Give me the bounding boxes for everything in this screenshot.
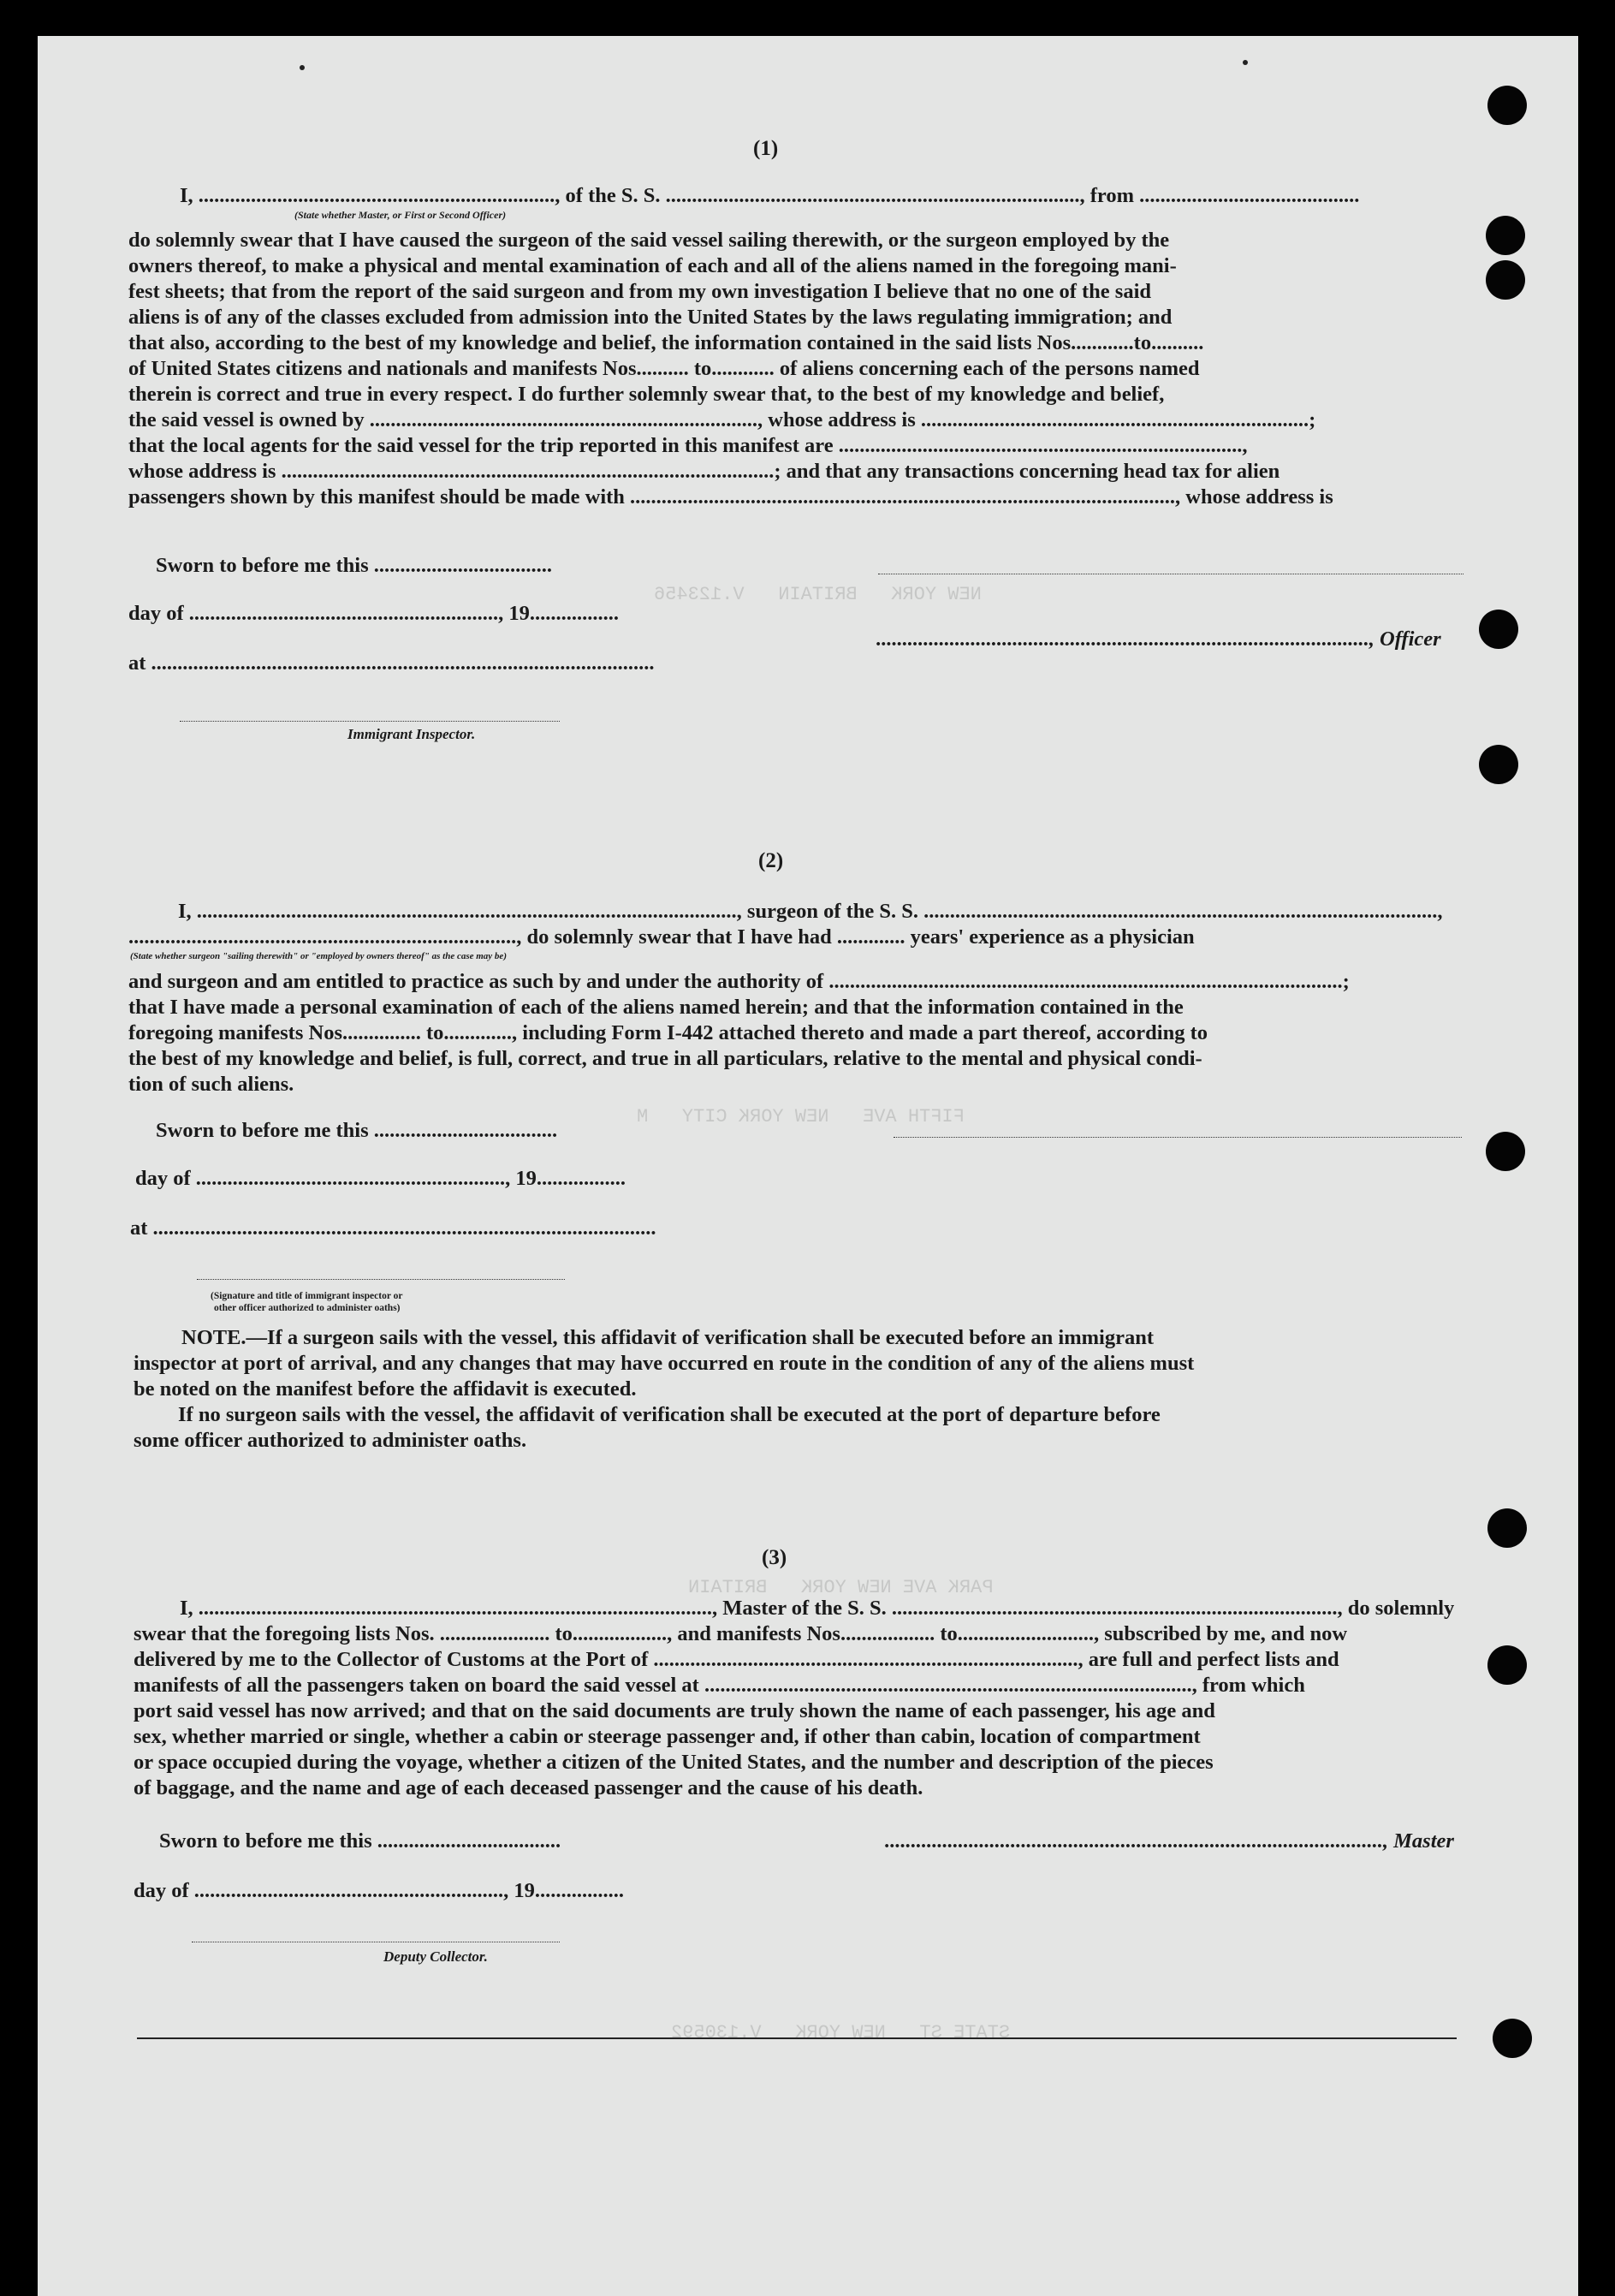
master-para-line: swear that the foregoing lists Nos. ..................... to.................., and manifests Nos.................. to.........................., subscribed by me, and now (134, 1622, 1348, 1645)
inspector-signature-rule (180, 721, 560, 722)
master-para-line: I, .................................................................................................., Master of the S. S. ....................................................................................., do solemnly (180, 1597, 1455, 1620)
sworn-line: Sworn to before me this .................................. (156, 554, 552, 577)
oath-para-line: passengers shown by this manifest should be made with ........................................................................................................, whose address is (128, 485, 1333, 509)
surgeon-signature-rule (894, 1137, 1462, 1138)
binder-hole (1493, 2019, 1532, 2058)
surgeon-para-line: that I have made a personal examination of each of the aliens named herein; and that the information contained in the (128, 996, 1184, 1019)
manifest-oath-page (38, 36, 1578, 2296)
day-of-line: day of ..........................................................., 19................. (135, 1167, 626, 1190)
master-para-line: manifests of all the passengers taken on board the said vessel at ............................................................................................., from which (134, 1674, 1305, 1697)
surgeon-para-line: the best of my knowledge and belief, is full, correct, and true in all particulars, relative to the mental and physical condi- (128, 1047, 1202, 1070)
surgeon-status-note: (State whether surgeon "sailing therewith" or "employed by owners thereof" as the case may be) (130, 951, 507, 961)
inspector-signature-rule (197, 1279, 565, 1280)
sworn-line: Sworn to before me this ................................... (159, 1829, 561, 1853)
binder-hole (1487, 1645, 1527, 1685)
master-para-line: of baggage, and the name and age of each deceased passenger and the cause of his death. (134, 1776, 923, 1799)
day-of-line: day of ..........................................................., 19................. (134, 1879, 625, 1902)
section-3-number: (3) (762, 1546, 787, 1569)
master-para-line: port said vessel has now arrived; and that on the said documents are truly shown the name of each passenger, his age and (134, 1699, 1215, 1722)
immigrant-inspector-label: Immigrant Inspector. (347, 726, 476, 742)
oath-para-line: that the local agents for the said vessel for the trip reported in this manifest are ............................................................................., (128, 434, 1248, 457)
master-para-line: sex, whether married or single, whether a cabin or steerage passenger and, if other than cabin, location of compartment (134, 1725, 1201, 1748)
bottom-rule (137, 2037, 1457, 2039)
inspector-title-note: (Signature and title of immigrant inspector or (211, 1291, 403, 1301)
oath-para-line: the said vessel is owned by .........................................................................., whose address is ..........................................................................; (128, 408, 1316, 431)
note-line: NOTE.—If a surgeon sails with the vessel, this affidavit of verification shall be executed before an immigrant (181, 1326, 1155, 1349)
surgeon-experience-line: .........................................................................., do solemnly swear that I have had ............. years' experience as a physician (128, 925, 1195, 949)
binder-hole (1487, 1508, 1527, 1548)
binder-hole (1479, 610, 1518, 649)
surgeon-para-line: tion of such aliens. (128, 1073, 294, 1096)
oath-para-line: of United States citizens and nationals and manifests Nos.......... to............ of aliens concerning each of the persons named (128, 357, 1200, 380)
note-line: some officer authorized to administer oaths. (134, 1429, 527, 1452)
note-line: If no surgeon sails with the vessel, the affidavit of verification shall be executed at the port of departure before (178, 1403, 1161, 1426)
master-para-line: or space occupied during the voyage, whether a citizen of the United States, and the number and description of the pieces (134, 1751, 1214, 1774)
oath-para-line: that also, according to the best of my knowledge and belief, the information contained in the said lists Nos............to.......... (128, 331, 1204, 354)
oath-para-line: therein is correct and true in every respect. I do further solemnly swear that, to the best of my knowledge and belief, (128, 383, 1165, 406)
binder-hole (1486, 260, 1525, 300)
inspector-title-note: other officer authorized to administer oaths) (214, 1303, 401, 1313)
section-1-number: (1) (753, 137, 779, 160)
master-signature-line: ..............................................................................................., Master (885, 1829, 1454, 1853)
at-line: at ................................................................................................ (130, 1216, 656, 1240)
officer-signature-line: .............................................................................................., Officer (876, 628, 1441, 651)
oath-para-line: owners thereof, to make a physical and mental examination of each and all of the aliens named in the foregoing mani- (128, 254, 1177, 277)
at-line: at ................................................................................................ (128, 651, 655, 675)
officer-rank-note: (State whether Master, or First or Second Officer) (294, 209, 507, 221)
note-line: inspector at port of arrival, and any changes that may have occurred en route in the condition of any of the aliens must (134, 1352, 1195, 1375)
binder-hole (1487, 86, 1527, 125)
binder-hole (1486, 216, 1525, 255)
reverse-bleed-through: STATE ST NEW YORK V.130592 (671, 2022, 1011, 2043)
binder-hole (1486, 1132, 1525, 1171)
reverse-bleed-through: PARK AVE NEW YORK BRITAIN (688, 1577, 994, 1598)
deputy-collector-label: Deputy Collector. (383, 1948, 488, 1965)
surgeon-opening-line: I, ......................................................................................................., surgeon of the S. S. .................................................................................................., (178, 900, 1443, 923)
oath-opening-line: I, ...................................................................., of the S. S. ..............................................................................., from .......................................... (180, 184, 1360, 207)
surgeon-para-line: foregoing manifests Nos............... to............., including Form I-442 attached thereto and made a part thereof, according to (128, 1021, 1208, 1044)
section-2-number: (2) (758, 849, 784, 872)
oath-para-line: do solemnly swear that I have caused the surgeon of the said vessel sailing therewith, or the surgeon employed by the (128, 229, 1170, 252)
master-para-line: delivered by me to the Collector of Customs at the Port of ................................................................................., are full and perfect lists and (134, 1648, 1339, 1671)
note-line: be noted on the manifest before the affidavit is executed. (134, 1377, 637, 1401)
surgeon-para-line: and surgeon and am entitled to practice as such by and under the authority of ..................................................................................................; (128, 970, 1350, 993)
reverse-bleed-through: NEW YORK BRITAIN V.123456 (654, 584, 982, 605)
reverse-bleed-through: FIFTH AVE NEW YORK CITY M (637, 1106, 965, 1127)
oath-para-line: fest sheets; that from the report of the said surgeon and from my own investigation I believe that no one of the said (128, 280, 1151, 303)
sworn-line: Sworn to before me this ................................... (156, 1119, 558, 1142)
ink-speck (1243, 60, 1248, 65)
oath-para-line: whose address is ..............................................................................................; and that any transactions concerning head tax for alien (128, 460, 1280, 483)
oath-para-line: aliens is of any of the classes excluded from admission into the United States by the laws regulating immigration; and (128, 306, 1173, 329)
binder-hole (1479, 745, 1518, 784)
day-of-line: day of ..........................................................., 19................. (128, 602, 620, 625)
ink-speck (300, 65, 305, 70)
